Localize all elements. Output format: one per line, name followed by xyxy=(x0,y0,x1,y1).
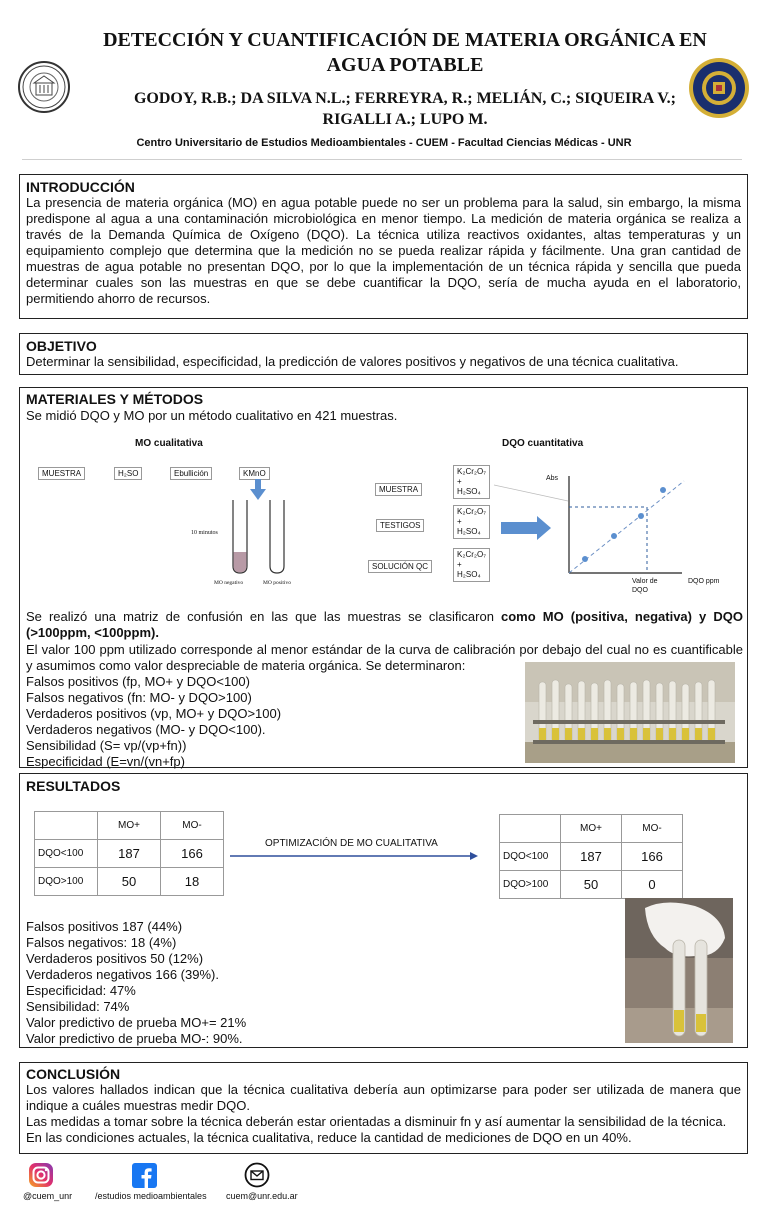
confusion-table-before xyxy=(34,811,224,896)
list-item: Sensibilidad: 74% xyxy=(26,999,130,1014)
cell-value: 0 xyxy=(622,871,683,899)
row-dqo-low: DQO<100 xyxy=(500,843,561,871)
authors-line-1: GODOY, R.B.; DA SILVA N.L.; FERREYRA, R.; MELIÁN, C.; SIQUEIRA V.; xyxy=(133,90,677,107)
mo-step-ebullicion: Ebullición xyxy=(170,467,212,480)
gloved-hand-test-tubes-photo xyxy=(625,898,733,1043)
cell-value: 187 xyxy=(98,840,161,868)
objetivo-text: Determinar la sensibilidad, especificidad, la predicción de valores positivos y negativos de una técnica cualitativa. xyxy=(26,354,679,369)
authors xyxy=(95,88,715,130)
row-dqo-high: DQO>100 xyxy=(35,868,98,896)
introduccion-section xyxy=(19,174,748,319)
materiales-list xyxy=(26,674,526,770)
mo-negativo-label: MO negativo xyxy=(214,580,244,586)
poster-title: DETECCIÓN Y CUANTIFICACIÓN DE MATERIA ORGÁNICA EN AGUA POTABLE xyxy=(103,29,707,76)
materiales-intro: Se midió DQO y MO por un método cualitativo en 421 muestras. xyxy=(26,408,398,423)
graph-xval-line2: DQO xyxy=(632,587,648,594)
objetivo-section xyxy=(19,333,748,375)
list-item: Verdaderos negativos 166 (39%). xyxy=(26,967,219,982)
para1-bold: como MO (positiva, negativa) y DQO (>100ppm, <100ppm). xyxy=(26,609,743,640)
cell-value: 50 xyxy=(561,871,622,899)
mail-icon[interactable] xyxy=(244,1162,270,1188)
mo-step-acid: H₂SO xyxy=(114,467,142,480)
header-divider xyxy=(22,159,742,160)
conclusion-paragraph-3: En las condiciones actuales, la técnica cualitativa, reduce la cantidad de mediciones de DQO en un 40%. xyxy=(26,1130,632,1145)
right-arrow-icon xyxy=(230,850,478,862)
instagram-handle[interactable]: @cuem_unr xyxy=(23,1191,73,1201)
list-item: Especificidad (E=vn/(vn+fp) xyxy=(26,754,185,769)
calibration-point xyxy=(611,533,617,539)
connector-line xyxy=(494,485,568,501)
conclusion-paragraph-2: Las medidas a tomar sobre la técnica deberán estar orientadas a disminuir fn y así aumentar la sensibilidad de la técnica. xyxy=(26,1114,727,1129)
conclusion-section xyxy=(19,1062,748,1154)
introduccion-heading: INTRODUCCIÓN xyxy=(26,179,135,195)
introduccion-text: La presencia de materia orgánica (MO) en agua potable puede no ser un problema para la salud, sin embargo, la misma predispone al agua a una contaminación microbiológica en menor tiempo. La medición de materia orgánica se realiza a través de la Demanda Química de Oxígeno (DQO). La técnica utiliza reactivos oxidantes, altas temperaturas y un equipamiento complejo que determina que la medición no se pueda realizar rápida y fácilmente. Una gran cantidad de muestras de agua potable no presentan DQO, por lo que la implementación de un técnica rápida y sencilla que pueda determinar cuales son las muestras en que se debe cuantificar la DQO, sería de mucha ayuda en el laboratorio, permitiendo ahorro de recursos. xyxy=(26,195,741,306)
list-item: Sensibilidad (S= vp/(vp+fn)) xyxy=(26,738,187,753)
graph-xval-line1: Valor de xyxy=(632,578,658,585)
col-mo-pos: MO+ xyxy=(98,812,161,840)
conclusion-paragraph-1: Los valores hallados indican que la técnica cualitativa debería aun optimizarse para poder ser utilizada de manera que indique a cuáles muestras medir DQO. xyxy=(26,1082,741,1113)
reagent-2-plus: + xyxy=(457,517,462,526)
cell-value: 18 xyxy=(161,868,224,896)
list-item: Valor predictivo de prueba MO-: 90%. xyxy=(26,1031,243,1046)
objetivo-heading: OBJETIVO xyxy=(26,338,97,354)
graph-y-label: Abs xyxy=(546,475,559,482)
materiales-paragraph-2: El valor 100 ppm utilizado corresponde al menor estándar de la curva de calibración por debajo del cual no es cuantificable y asumimos como valor despreciable de materia orgánica. Se determinaron: xyxy=(26,642,743,673)
facebook-page[interactable]: /estudios medioambientales xyxy=(95,1191,207,1201)
reagent-3-acid: H₂SO₄ xyxy=(457,570,481,579)
dqo-row-testigos: TESTIGOS xyxy=(376,519,424,532)
instagram-icon[interactable] xyxy=(28,1162,54,1188)
reagent-3-formula: K₂Cr₂O₇ xyxy=(457,550,486,559)
list-item: Valor predictivo de prueba MO+= 21% xyxy=(26,1015,247,1030)
left-university-seal-logo xyxy=(18,61,70,113)
reagent-3-plus: + xyxy=(457,560,462,569)
mo-diagram-title: MO cualitativa xyxy=(135,438,203,449)
mo-step-kmno: KMnO xyxy=(239,467,270,480)
contact-email[interactable]: cuem@unr.edu.ar xyxy=(226,1191,298,1201)
right-arrow-icon xyxy=(501,516,551,540)
cell-value: 166 xyxy=(161,840,224,868)
facebook-icon[interactable] xyxy=(132,1163,157,1188)
list-item: Verdaderos positivos (vp, MO+ y DQO>100) xyxy=(26,706,282,721)
resultados-heading: RESULTADOS xyxy=(26,778,121,794)
calibration-point xyxy=(638,513,644,519)
seal-icon xyxy=(20,63,68,111)
graph-x-value-label xyxy=(632,577,658,595)
col-mo-neg: MO- xyxy=(161,812,224,840)
reagent-2-formula: K₂Cr₂O₇ xyxy=(457,507,486,516)
row-dqo-high: DQO>100 xyxy=(500,871,561,899)
cell-value: 50 xyxy=(98,868,161,896)
optimization-label: OPTIMIZACIÓN DE MO CUALITATIVA xyxy=(265,838,438,849)
graph-x-label: DQO ppm xyxy=(688,578,720,585)
table-row xyxy=(500,871,683,899)
table-row xyxy=(35,812,224,840)
reagent-2-acid: H₂SO₄ xyxy=(457,527,481,536)
table-row xyxy=(35,868,224,896)
list-item: Falsos positivos (fp, MO+ y DQO<100) xyxy=(26,674,250,689)
cell-value: 187 xyxy=(561,843,622,871)
dqo-row-solucion-qc: SOLUCIÓN QC xyxy=(368,560,432,573)
dqo-diagram-title: DQO cuantitativa xyxy=(502,438,584,449)
table-row xyxy=(500,843,683,871)
affiliation: Centro Universitario de Estudios Medioambientales - CUEM - Facultad Ciencias Médicas - UNR xyxy=(136,137,632,149)
conclusion-heading: CONCLUSIÓN xyxy=(26,1066,121,1082)
reagent-1-plus: + xyxy=(457,477,462,486)
dqo-row-muestra: MUESTRA xyxy=(375,483,422,496)
cell-value: 166 xyxy=(622,843,683,871)
col-mo-neg: MO- xyxy=(622,815,683,843)
mo-positivo-label: MO positivo xyxy=(263,580,291,586)
materiales-heading: MATERIALES Y MÉTODOS xyxy=(26,391,204,407)
resultados-list xyxy=(26,919,246,1047)
calibration-point xyxy=(582,556,588,562)
test-tube-rack-photo xyxy=(525,662,735,763)
list-item: Verdaderos negativos (MO- y DQO<100). xyxy=(26,722,266,737)
list-item: Falsos negativos: 18 (4%) xyxy=(26,935,177,950)
materiales-paragraph-1 xyxy=(26,609,743,641)
mo-step-muestra: MUESTRA xyxy=(38,467,85,480)
reagent-1-acid: H₂SO₄ xyxy=(457,487,481,496)
authors-line-2: RIGALLI A.; LUPO M. xyxy=(322,111,488,128)
reagent-1-formula: K₂Cr₂O₇ xyxy=(457,467,486,476)
col-mo-pos: MO+ xyxy=(561,815,622,843)
row-dqo-low: DQO<100 xyxy=(35,840,98,868)
para1-normal: Se realizó una matriz de confusión en las que las muestras se clasificaron xyxy=(26,609,501,624)
materiales-section xyxy=(19,387,748,768)
table-row xyxy=(35,840,224,868)
mo-time-label: 10 minutos xyxy=(191,530,218,536)
table-row xyxy=(500,815,683,843)
list-item: Especificidad: 47% xyxy=(26,983,136,998)
list-item: Falsos negativos (fn: MO- y DQO>100) xyxy=(26,690,252,705)
calibration-diagram xyxy=(20,388,749,608)
list-item: Falsos positivos 187 (44%) xyxy=(26,919,183,934)
resultados-section xyxy=(19,773,748,1048)
list-item: Verdaderos positivos 50 (12%) xyxy=(26,951,204,966)
calibration-point xyxy=(660,487,666,493)
confusion-table-after xyxy=(499,814,683,899)
